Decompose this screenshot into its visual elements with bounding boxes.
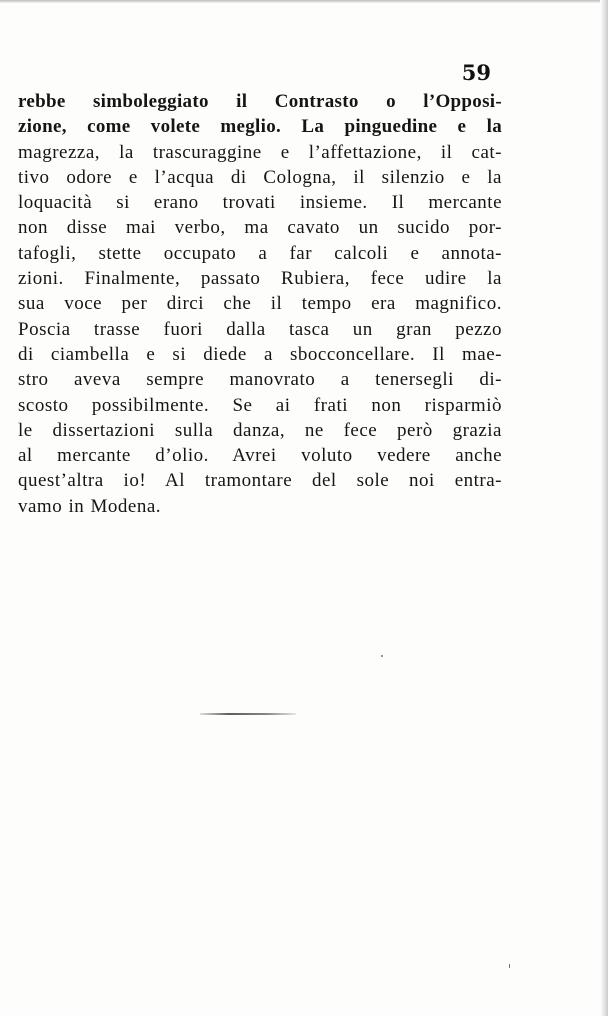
text-line: loquacità si erano trovati insieme. Il mercante [18,192,502,214]
text-line: al mercante d’olio. Avrei voluto vedere anche [18,445,502,467]
paper-speck [509,964,510,968]
text-line: zione, come volete meglio. La pinguedine e la [18,116,502,138]
text-line: stro aveva sempre manovrato a tenersegli di- [18,369,502,391]
page-right-edge [600,0,608,1016]
text-line: sua voce per dirci che il tempo era magnifico. [18,293,502,315]
paper-speck [381,655,383,657]
text-line: rebbe simboleggiato il Contrasto o l’Opposi- [18,91,502,112]
text-line: tafogli, stette occupato a far calcoli e annota- [18,242,502,264]
text-line: di ciambella e si diede a sbocconcellare. Il mae- [18,343,502,365]
page-number: 59 [461,60,491,85]
section-divider-rule [200,713,296,715]
text-line: scosto possibilmente. Se ai frati non risparmiò [18,394,502,416]
text-line: magrezza, la trascuraggine e l’affettazione, il cat- [18,141,502,163]
text-line: Poscia trasse fuori dalla tasca un gran pezzo [18,318,502,340]
text-line: non disse mai verbo, ma cavato un sucido por- [18,217,502,239]
text-line: vamo in Modena. [18,495,162,517]
text-line: zioni. Finalmente, passato Rubiera, fece udire la [18,268,502,290]
text-line: le dissertazioni sulla danza, ne fece però grazia [18,419,502,441]
page-top-edge [0,0,608,3]
body-text [18,89,502,519]
text-line: quest’altra io! Al tramontare del sole noi entra- [18,470,502,492]
text-line: tivo odore e l’acqua di Cologna, il silenzio e la [18,166,502,188]
